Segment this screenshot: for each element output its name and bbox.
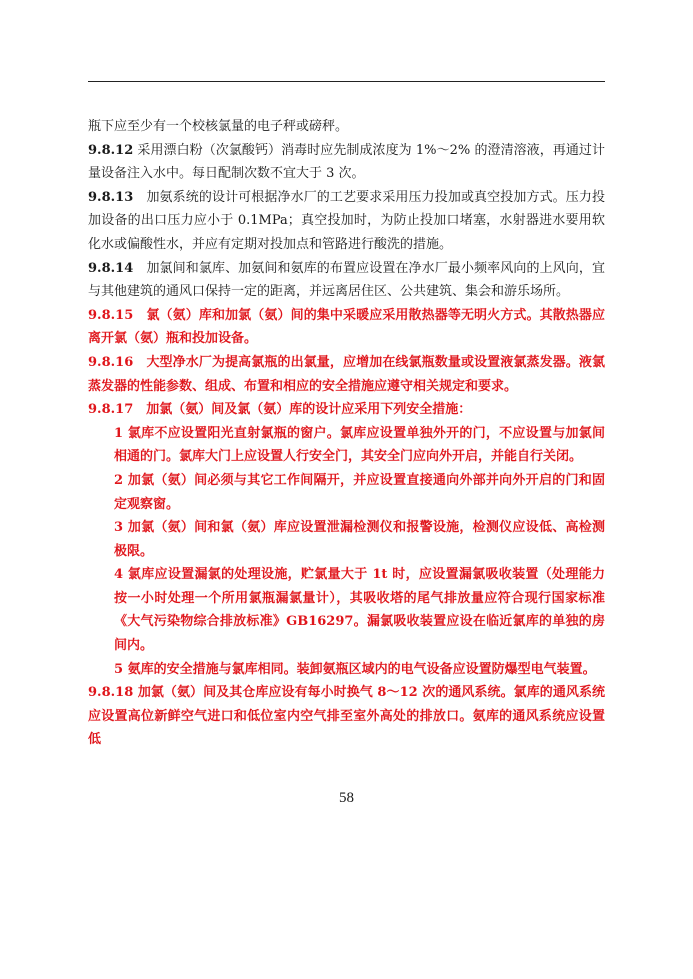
page-number: 58 — [339, 790, 354, 806]
paragraph-continuation — [88, 115, 605, 139]
list-item-text: 2 加氯（氨）间必须与其它工作间隔开，并应设置直接通向外部并向外开启的门和固定观察窗。 — [114, 472, 605, 512]
clause-9-8-12 — [88, 139, 605, 186]
list-item-4 — [88, 563, 605, 657]
list-item-1 — [88, 422, 605, 469]
clause-9-8-14 — [88, 257, 605, 304]
clause-9-8-13 — [88, 186, 605, 257]
clause-text: 加氯间和氯库、加氨间和氨库的布置应设置在净水厂最小频率风向的上风向，宜与其他建筑的通风口保持一定的距离，并远离居住区、公共建筑、集会和游乐场所。 — [88, 260, 605, 300]
clause-number: 9.8.17 — [88, 402, 134, 418]
clause-text: 加氯（氨）间及氯（氨）库的设计应采用下列安全措施： — [133, 402, 472, 418]
clause-9-8-15 — [88, 304, 605, 351]
clause-number: 9.8.15 — [88, 307, 134, 323]
list-item-3 — [88, 516, 605, 563]
clause-text: 大型净水厂为提高氯瓶的出氯量，应增加在线氯瓶数量或设置液氯蒸发器。液氯蒸发器的性能参数、组成、布置和相应的安全措施应遵守相关规定和要求。 — [88, 354, 605, 394]
clause-text: 加氯（氨）间及其仓库应设有每小时换气 8～12 次的通风系统。氯库的通风系统应设置高位新鲜空气进口和低位室内空气排至室外高处的排放口。氨库的通风系统应设置低 — [88, 685, 605, 748]
clause-9-8-16 — [88, 351, 605, 398]
page-body — [88, 115, 605, 752]
header-rule — [88, 81, 605, 82]
paragraph-text: 瓶下应至少有一个校核氯量的电子秤或磅秤。 — [88, 119, 349, 134]
clause-9-8-18 — [88, 681, 605, 752]
list-item-text: 4 氯库应设置漏氯的处理设施，贮氯量大于 1t 时，应设置漏氯吸收装置（处理能力按一小时处理一个所用氯瓶漏氯量计），其吸收塔的尾气排放量应符合现行国家标准《大气污染物综合排放标准》GB16297。漏氯吸收装置应设在临近氯库的单独的房间内。 — [114, 567, 605, 654]
clause-text: 采用漂白粉（次氯酸钙）消毒时应先制成浓度为 1%～2% 的澄清溶液，再通过计量设备注入水中。每日配制次数不宜大于 3 次。 — [88, 142, 605, 182]
list-item-2 — [88, 469, 605, 516]
clause-text: 氯（氨）库和加氯（氨）间的集中采暖应采用散热器等无明火方式。其散热器应离开氯（氨）瓶和投加设备。 — [88, 307, 605, 347]
list-item-5 — [88, 658, 605, 682]
clause-number: 9.8.14 — [88, 260, 134, 276]
list-item-text: 1 氯库不应设置阳光直射氯瓶的窗户。氯库应设置单独外开的门，不应设置与加氯间相通的门。氯库大门上应设置人行安全门，其安全门应向外开启，并能自行关闭。 — [114, 425, 605, 465]
list-item-text: 5 氨库的安全措施与氯库相同。装卸氨瓶区域内的电气设备应设置防爆型电气装置。 — [114, 661, 596, 677]
clause-number: 9.8.13 — [88, 189, 134, 205]
clause-number: 9.8.16 — [88, 354, 134, 370]
clause-9-8-17 — [88, 398, 605, 422]
clause-text: 加氨系统的设计可根据净水厂的工艺要求采用压力投加或真空投加方式。压力投加设备的出口压力应小于 0.1MPa；真空投加时，为防止投加口堵塞，水射器进水要用软化水或偏酸性水，并应有定期对投加点和管路进行酸洗的措施。 — [88, 189, 605, 252]
clause-number: 9.8.12 — [88, 142, 134, 158]
clause-number: 9.8.18 — [88, 685, 134, 701]
list-item-text: 3 加氯（氨）间和氯（氨）库应设置泄漏检测仪和报警设施，检测仪应设低、高检测极限。 — [114, 520, 605, 559]
